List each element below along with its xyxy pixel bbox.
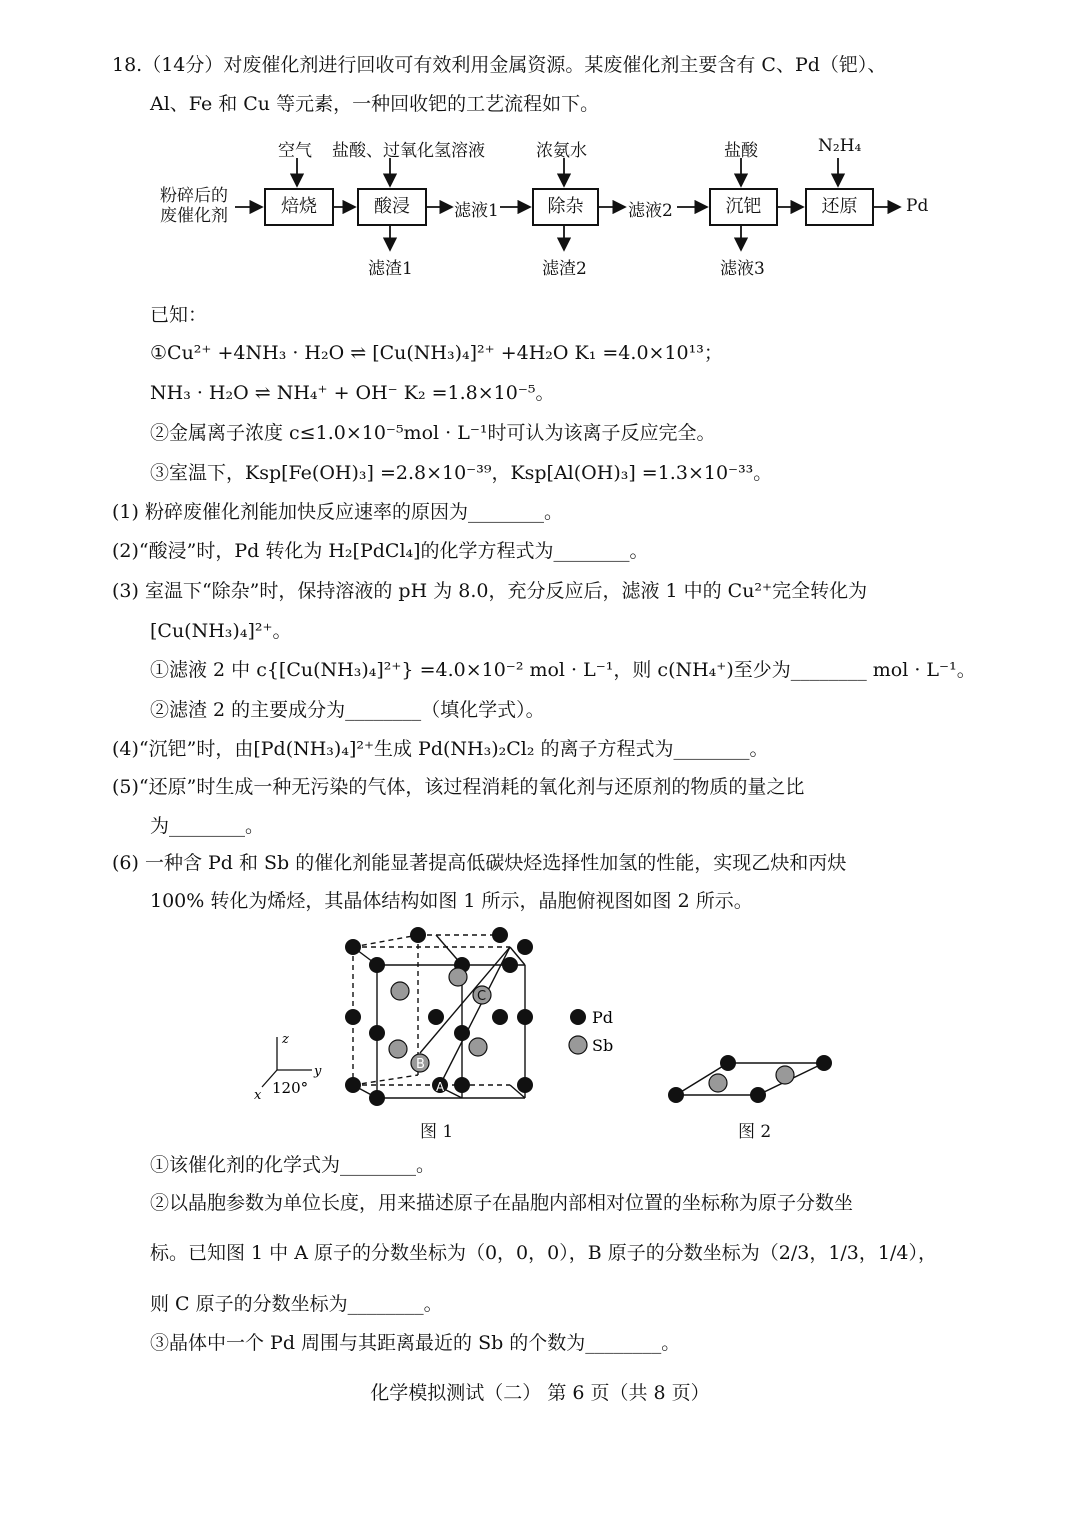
part-6-sub3: ③晶体中一个 Pd 周围与其距离最近的 Sb 的个数为________。: [150, 1332, 681, 1354]
part-2: (2)“酸浸”时，Pd 转化为 H₂[PdCl₄]的化学方程式为________。: [112, 540, 649, 562]
part-6-sub2-line1: ②以晶胞参数为单位长度，用来描述原子在晶胞内部相对位置的坐标称为原子分数坐: [150, 1192, 854, 1214]
part-6-line2: 100% 转化为烯烃，其晶体结构如图 1 所示，晶胞俯视图如图 2 所示。: [150, 890, 753, 912]
part-3-line1: (3) 室温下“除杂”时，保持溶液的 pH 为 8.0，充分反应后，滤液 1 中的 Cu²⁺完全转化为: [112, 580, 868, 602]
part-4: (4)“沉钯”时，由[Pd(NH₃)₄]²⁺生成 Pd(NH₃)₂Cl₂ 的离子方程式为________。: [112, 738, 769, 760]
part-5-line2: 为________。: [150, 815, 265, 837]
atom-label-a: A: [436, 1080, 445, 1094]
part-6-sub2-line3: 则 C 原子的分数坐标为________。: [150, 1293, 443, 1315]
known-complete-criterion: ②金属离子浓度 c≤1.0×10⁻⁵mol · L⁻¹时可认为该离子反应完全。: [150, 422, 716, 444]
part-5-line1: (5)“还原”时生成一种无污染的气体，该过程消耗的氧化剂与还原剂的物质的量之比: [112, 776, 805, 798]
residue-2: 滤渣2: [542, 259, 587, 279]
question-header-line1: 18.（14分）对废催化剂进行回收可有效利用金属资源。某废催化剂主要含有 C、Pd（钯）、: [112, 54, 887, 76]
input-label-line1: 粉碎后的: [160, 186, 228, 206]
product-pd: Pd: [906, 196, 929, 216]
filtrate-1: 滤液1: [454, 201, 499, 221]
crystal-structure-figure: [240, 925, 840, 1110]
filtrate-3: 滤液3: [720, 259, 765, 279]
step-roast: 焙烧: [264, 188, 334, 226]
part-6-sub2-line2: 标。已知图 1 中 A 原子的分数坐标为（0，0，0），B 原子的分数坐标为（2/3，1/3，1/4），: [150, 1242, 937, 1264]
step-purify: 除杂: [532, 188, 599, 226]
atom-label-c: C: [477, 989, 487, 1004]
legend-sb: Sb: [592, 1036, 614, 1055]
reagent-n2h4: N₂H₄: [818, 136, 862, 156]
part-1: (1) 粉碎废催化剂能加快反应速率的原因为________。: [112, 501, 563, 523]
legend-pd: Pd: [592, 1008, 614, 1027]
step-reduce: 还原: [805, 188, 874, 226]
figure-1-caption: 图 1: [420, 1122, 454, 1142]
page-footer: 化学模拟测试（二） 第 6 页（共 8 页）: [370, 1382, 710, 1404]
atom-label-b: B: [416, 1057, 425, 1072]
process-flowchart: [150, 130, 940, 290]
known-ksp: ③室温下，Ksp[Fe(OH)₃] =2.8×10⁻³⁹，Ksp[Al(OH)₃] =1.3×10⁻³³。: [150, 462, 773, 484]
reagent-air: 空气: [278, 141, 312, 161]
known-equilibrium-1: ①Cu²⁺ +4NH₃ · H₂O ⇌ [Cu(NH₃)₄]²⁺ +4H₂O K₁ =4.0×10¹³；: [150, 342, 723, 364]
question-header-line2: Al、Fe 和 Cu 等元素，一种回收钯的工艺流程如下。: [150, 93, 600, 115]
reagent-acid-peroxide: 盐酸、过氧化氢溶液: [332, 141, 485, 161]
known-equilibrium-2: NH₃ · H₂O ⇌ NH₄⁺ + OH⁻ K₂ =1.8×10⁻⁵。: [150, 382, 555, 404]
part-6-line1: (6) 一种含 Pd 和 Sb 的催化剂能显著提高低碳炔烃选择性加氢的性能，实现乙炔和丙炔: [112, 852, 847, 874]
axis-angle-label: 120°: [272, 1079, 309, 1097]
part-3-sub2: ②滤渣 2 的主要成分为________（填化学式）。: [150, 699, 545, 721]
residue-1: 滤渣1: [368, 259, 413, 279]
part-3-sub1: ①滤液 2 中 c{[Cu(NH₃)₄]²⁺} =4.0×10⁻² mol · L⁻¹，则 c(NH₄⁺)至少为________ mol · L⁻¹。: [150, 659, 976, 681]
axis-y-label: y: [314, 1064, 322, 1079]
input-label-line2: 废催化剂: [160, 206, 228, 226]
part-3-line2: [Cu(NH₃)₄]²⁺。: [150, 620, 292, 642]
known-title: 已知：: [150, 304, 208, 326]
axis-z-label: z: [282, 1032, 289, 1047]
step-precipitate-pd: 沉钯: [709, 188, 778, 226]
axis-x-label: x: [254, 1088, 262, 1103]
part-6-sub1: ①该催化剂的化学式为________。: [150, 1154, 436, 1176]
step-acid-leach: 酸浸: [357, 188, 427, 226]
reagent-ammonia: 浓氨水: [536, 141, 587, 161]
reagent-hcl: 盐酸: [724, 141, 758, 161]
figure-2-caption: 图 2: [738, 1122, 772, 1142]
filtrate-2: 滤液2: [628, 201, 673, 221]
